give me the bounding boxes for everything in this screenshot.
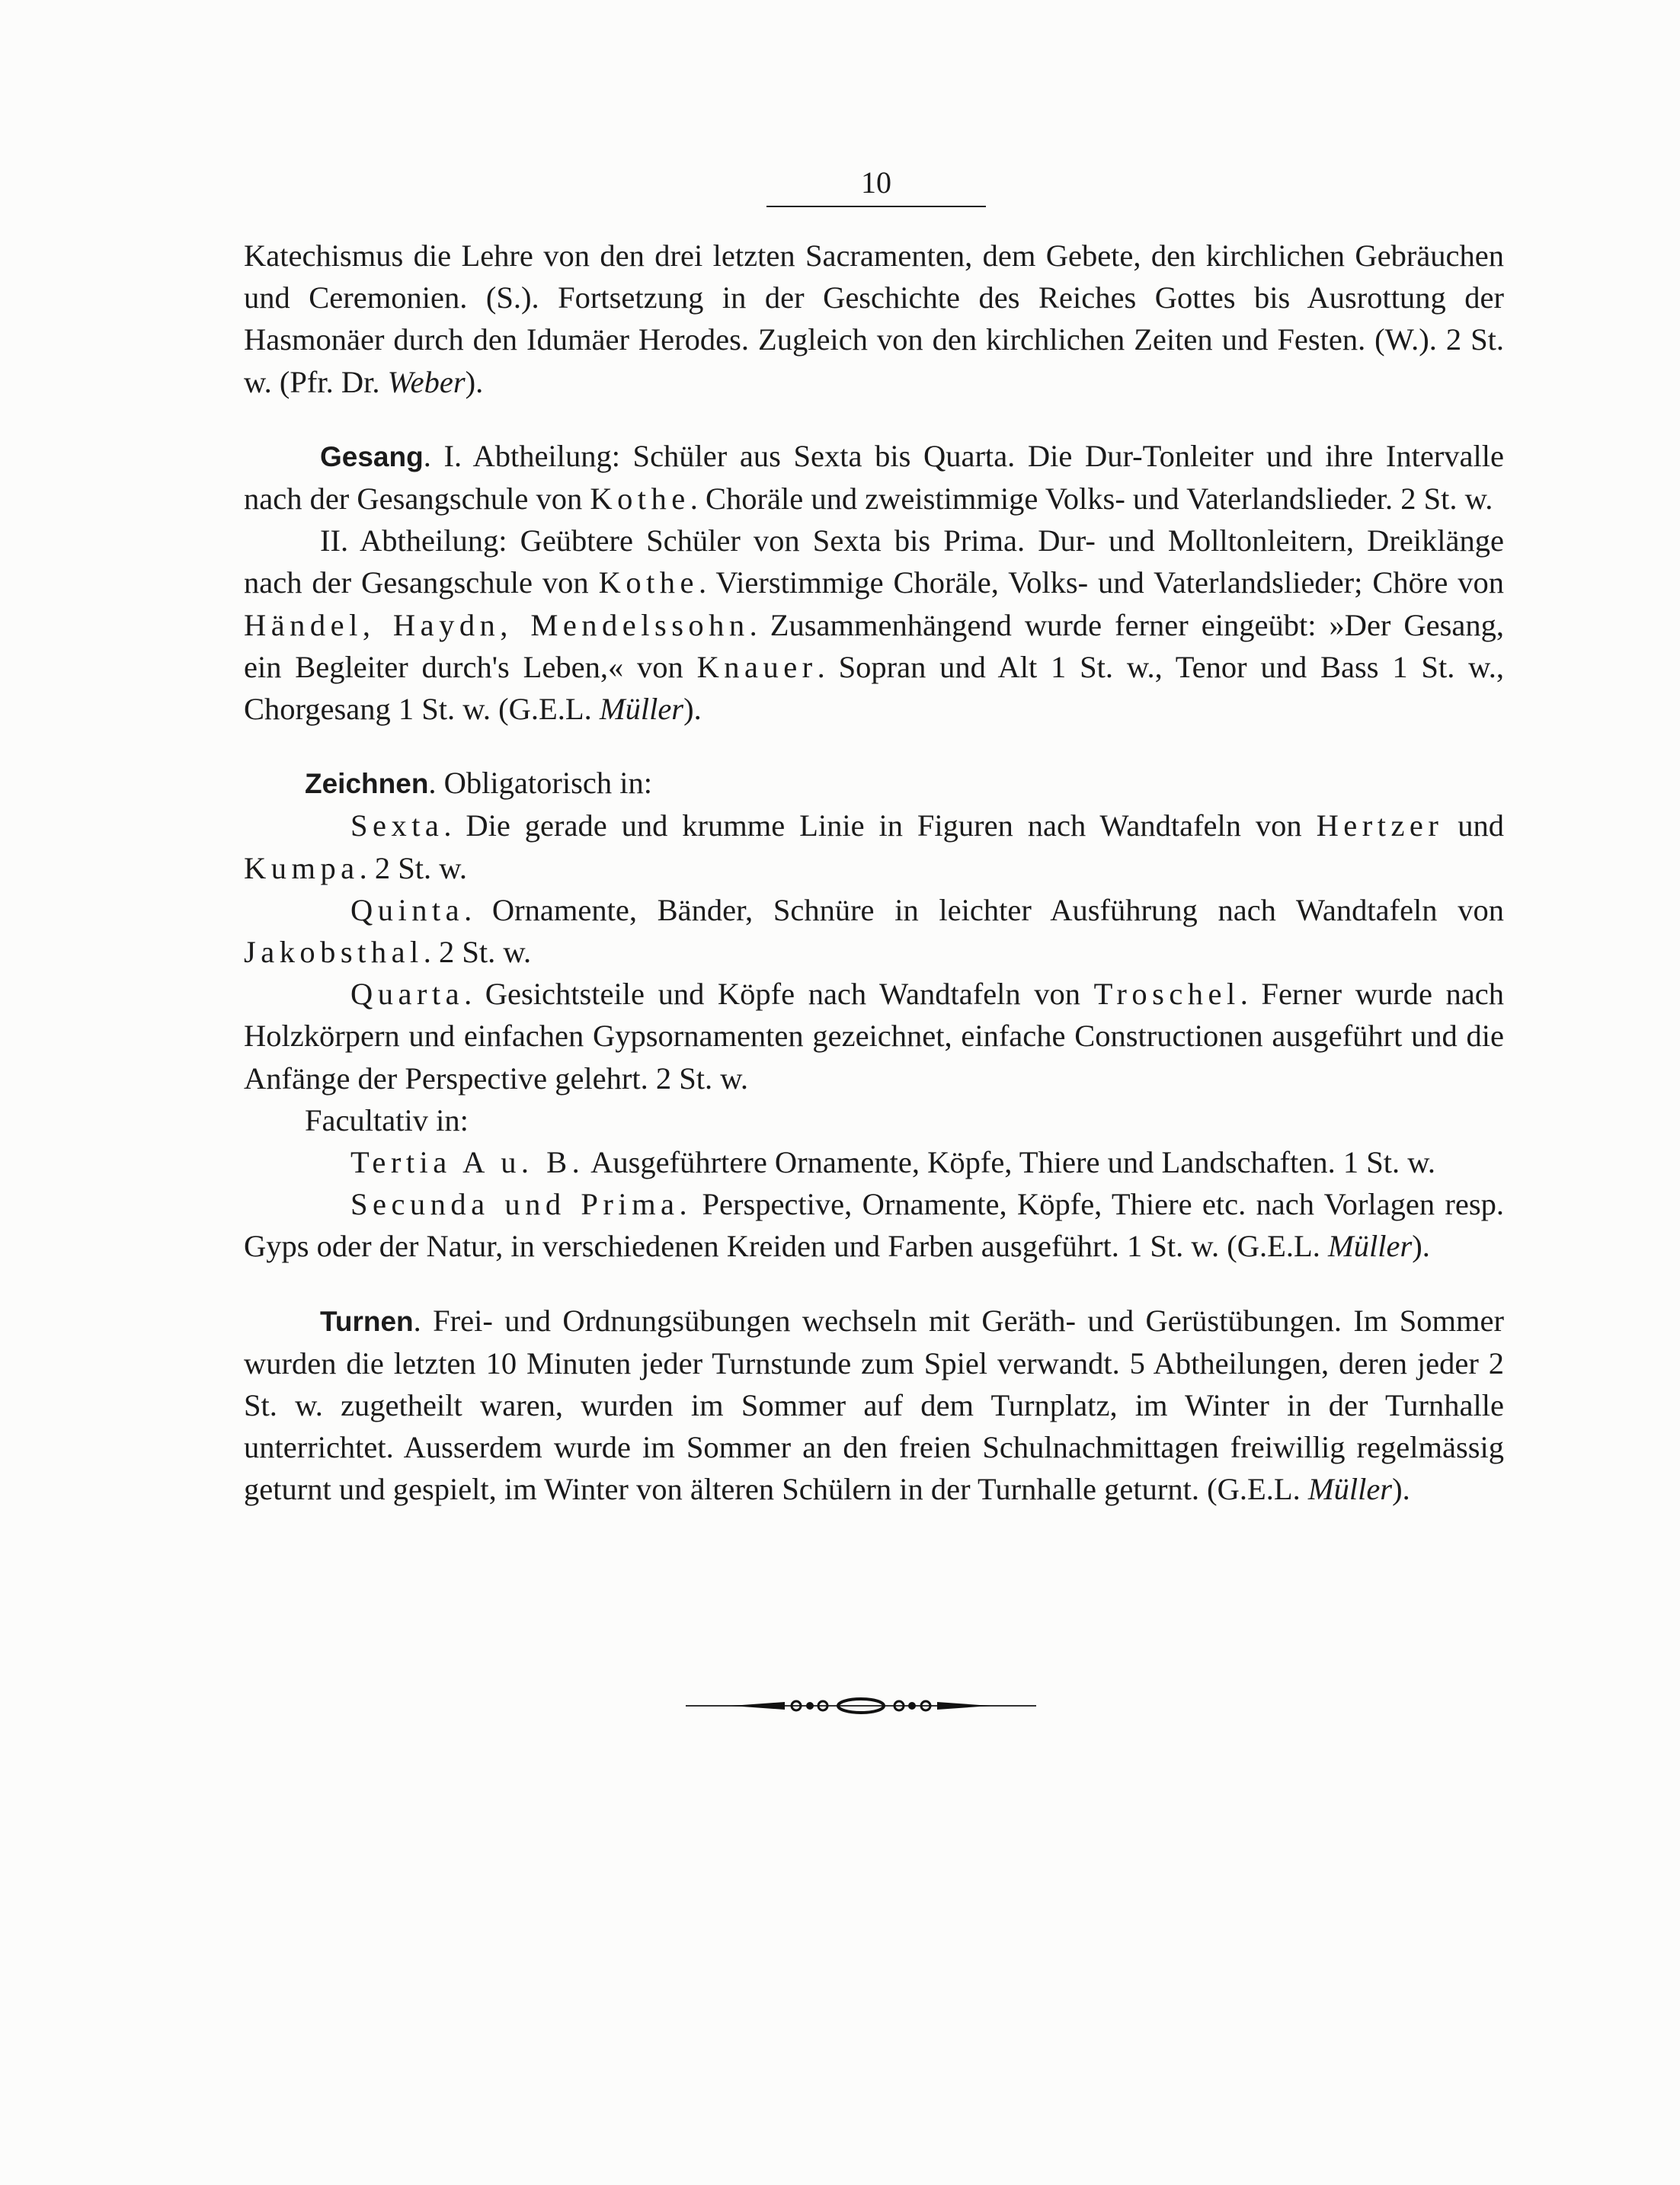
body-text bbox=[244, 235, 1504, 1511]
katechismus-text: Katechismus die Lehre von den drei letzten Sacramenten, dem Gebete, den kirchlichen Gebräuchen und Ceremonien. (S.). Fortsetzung in der Geschichte des Reiches Gottes bis Ausrottung der Hasmonäer durch den Idumäer Herodes. Zugleich von den kirchlichen Zeiten und Festen. (W.). 2 St. w. (Pfr. Dr. bbox=[244, 238, 1504, 399]
quarta-end: . Ferner wurde nach Holzkörpern und einfachen Gypsornamenten gezeichnet, einfache Constructionen ausgeführt und die Anfänge der Perspective gelehrt. 2 St. w. bbox=[244, 977, 1504, 1096]
katechismus-tail: ). bbox=[465, 364, 484, 399]
zeichnen-secunda bbox=[244, 1183, 1504, 1267]
tertia-text: Ausgeführtere Ornamente, Köpfe, Thiere und Landschaften. 1 St. w. bbox=[584, 1145, 1436, 1180]
sexta-mid: und bbox=[1443, 808, 1504, 843]
gesang-p2-name-1: Kothe bbox=[598, 565, 699, 600]
quarta-text: . Gesichtsteile und Köpfe nach Wandtafeln von bbox=[464, 977, 1094, 1012]
page-number-rule bbox=[766, 206, 986, 207]
gesang-paragraph-1 bbox=[244, 435, 1504, 520]
zeichnen-heading-line bbox=[244, 762, 1504, 805]
class-label-quarta: Quarta bbox=[350, 977, 465, 1012]
zeichnen-heading: Zeichnen bbox=[305, 768, 429, 800]
gesang-heading: Gesang bbox=[320, 440, 424, 472]
quinta-end: . 2 St. w. bbox=[423, 935, 532, 970]
gesang-tail: ). bbox=[683, 692, 702, 727]
class-label-sexta: Sexta bbox=[350, 808, 444, 843]
katechismus-paragraph bbox=[244, 235, 1504, 403]
quarta-name: Troschel bbox=[1093, 977, 1240, 1012]
quinta-name: Jakobsthal bbox=[244, 935, 424, 970]
gesang-p2-mid-1: . Vierstimmige Choräle, Volks- und Vaterlandslieder; Chöre von bbox=[699, 565, 1504, 600]
quinta-text: . Ornamente, Bänder, Schnüre in leichter Ausführung nach Wandtafeln von bbox=[464, 892, 1504, 927]
section-end-ornament bbox=[686, 1694, 1036, 1717]
gesang-text: . I. Abtheilung: Schüler aus Sexta bis Quarta. Die Dur-Tonleiter und ihre Intervalle nach der Gesangschule von bbox=[244, 438, 1504, 517]
zeichnen-intro: . Obligatorisch in: bbox=[428, 766, 653, 801]
teacher-name: Müller bbox=[599, 692, 684, 727]
zeichnen-quinta bbox=[244, 889, 1504, 973]
sexta-name-2: Kumpa bbox=[244, 850, 360, 885]
facultativ-label: Facultativ in: bbox=[305, 1102, 469, 1137]
gesang-p2-end: . Sopran und Alt 1 St. w., Tenor und Bass 1 St. w., Chorgesang 1 St. w. (G.E.L. bbox=[244, 649, 1504, 727]
turnen-heading: Turnen bbox=[320, 1305, 414, 1337]
class-label-tertia: Tertia A u. B. bbox=[350, 1145, 585, 1180]
secunda-tail: ). bbox=[1412, 1229, 1430, 1264]
secunda-text: Perspective, Ornamente, Köpfe, Thiere etc. nach Vorlagen resp. Gyps oder der Natur, in verschiedenen Kreiden und Farben ausgeführt. 1 St. w. (G.E.L. bbox=[244, 1187, 1504, 1264]
class-label-secunda: Secunda und Prima. bbox=[350, 1187, 693, 1222]
sexta-end: . 2 St. w. bbox=[359, 850, 468, 885]
gesang-paragraph-2 bbox=[244, 520, 1504, 730]
zeichnen-quarta bbox=[244, 973, 1504, 1099]
sexta-text: . Die gerade und krumme Linie in Figuren nach Wandtafeln von bbox=[443, 808, 1317, 843]
turnen-text: . Frei- und Ordnungsübungen wechseln mit Geräth- und Gerüstübungen. Im Sommer wurden die letzten 10 Minuten jeder Turnstunde zum Spiel verwandt. 5 Abtheilungen, deren jeder 2 St. w. zugetheilt waren, wurden im Sommer auf dem Turnplatz, im Winter in der Turnhalle unterrichtet. Ausserdem wurde im Sommer an den freien Schulnachmittagen freiwillig regelmässig geturnt und gespielt, im Winter von älteren Schülern in der Turnhalle geturnt. (G.E.L. bbox=[244, 1303, 1504, 1507]
gesang-p2-name-3: Knauer bbox=[696, 649, 818, 684]
gesang-name: Kothe bbox=[590, 481, 690, 517]
teacher-name: Müller bbox=[1307, 1472, 1393, 1507]
gesang-p2-mid-2: . Zusammenhängend wurde ferner eingeübt: »Der Gesang, ein Begleiter durch's Leben,« von bbox=[244, 607, 1504, 684]
page-number: 10 bbox=[861, 165, 891, 200]
zeichnen-tertia bbox=[244, 1141, 1504, 1183]
zeichnen-sexta bbox=[244, 805, 1504, 888]
zeichnen-facultativ bbox=[244, 1099, 1504, 1141]
class-label-quinta: Quinta bbox=[350, 892, 465, 927]
sexta-name-1: Hertzer bbox=[1316, 808, 1444, 843]
gesang-p2-name-2: Händel, Haydn, Mendelssohn bbox=[244, 607, 750, 642]
turnen-tail: ). bbox=[1392, 1472, 1410, 1507]
gesang-p2-text: II. Abtheilung: Geübtere Schüler von Sexta bis Prima. Dur- und Molltonleitern, Dreiklänge nach der Gesangschule von bbox=[244, 523, 1504, 600]
gesang-text-end: . Choräle und zweistimmige Volks- und Vaterlandslieder. 2 St. w. bbox=[690, 481, 1493, 517]
turnen-paragraph bbox=[244, 1300, 1504, 1511]
teacher-name: Weber bbox=[387, 364, 466, 399]
teacher-name: Müller bbox=[1327, 1229, 1413, 1264]
